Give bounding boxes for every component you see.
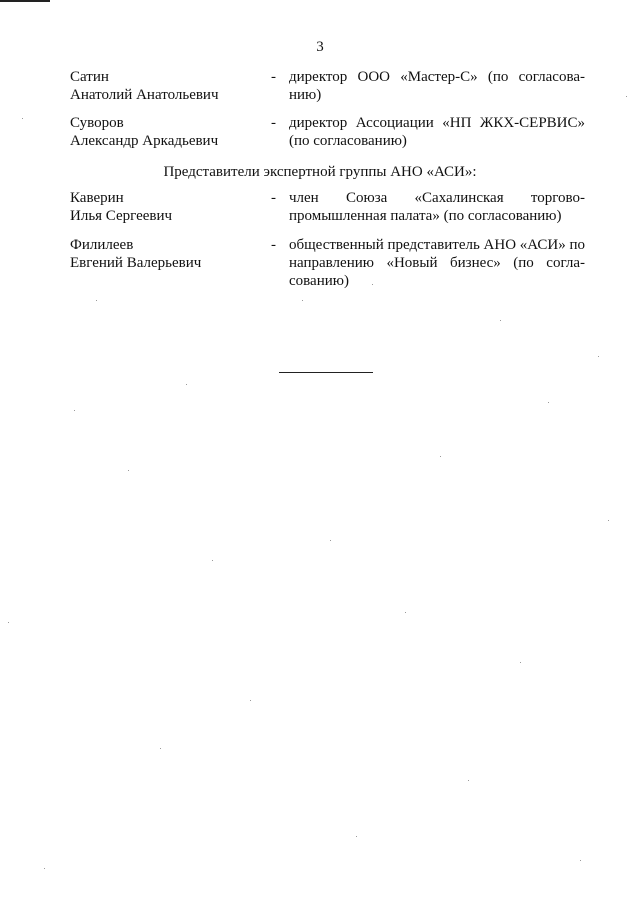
- member-role: директор ООО «Мастер-С» (по согласова-нию): [289, 69, 585, 103]
- entry-dash: -: [271, 237, 276, 253]
- expert-given-names: Илья Сергеевич: [70, 208, 173, 224]
- closing-rule: [279, 372, 373, 373]
- expert-given-names: Евгений Валерьевич: [70, 255, 202, 271]
- expert-role: общественный представитель АНО «АСИ» по направлению «Новый бизнес» (по согла-сованию): [289, 237, 586, 289]
- section-heading-experts: Представители экспертной группы АНО «АСИ»:: [163, 164, 477, 180]
- entry-dash: -: [271, 190, 276, 206]
- expert-name: [70, 189, 260, 225]
- expert-role: член Союза «Сахалинская торгово-промышленная палата» (по согласованию): [289, 190, 585, 224]
- member-surname: Суворов: [70, 115, 124, 131]
- entry-dash: -: [271, 69, 276, 85]
- expert-surname: Каверин: [70, 190, 124, 206]
- member-given-names: Александр Аркадьевич: [70, 133, 219, 149]
- member-given-names: Анатолий Анатольевич: [70, 87, 219, 103]
- member-name: [70, 68, 260, 104]
- scan-corner-mark: [0, 0, 50, 2]
- expert-surname: Филилеев: [70, 237, 134, 253]
- entry-dash: -: [271, 115, 276, 131]
- expert-name: [70, 236, 260, 272]
- member-name: [70, 114, 260, 150]
- member-surname: Сатин: [70, 69, 109, 85]
- page-number: 3: [316, 39, 324, 55]
- member-role: директор Ассоциации «НП ЖКХ-СЕРВИС» (по согласованию): [289, 115, 585, 149]
